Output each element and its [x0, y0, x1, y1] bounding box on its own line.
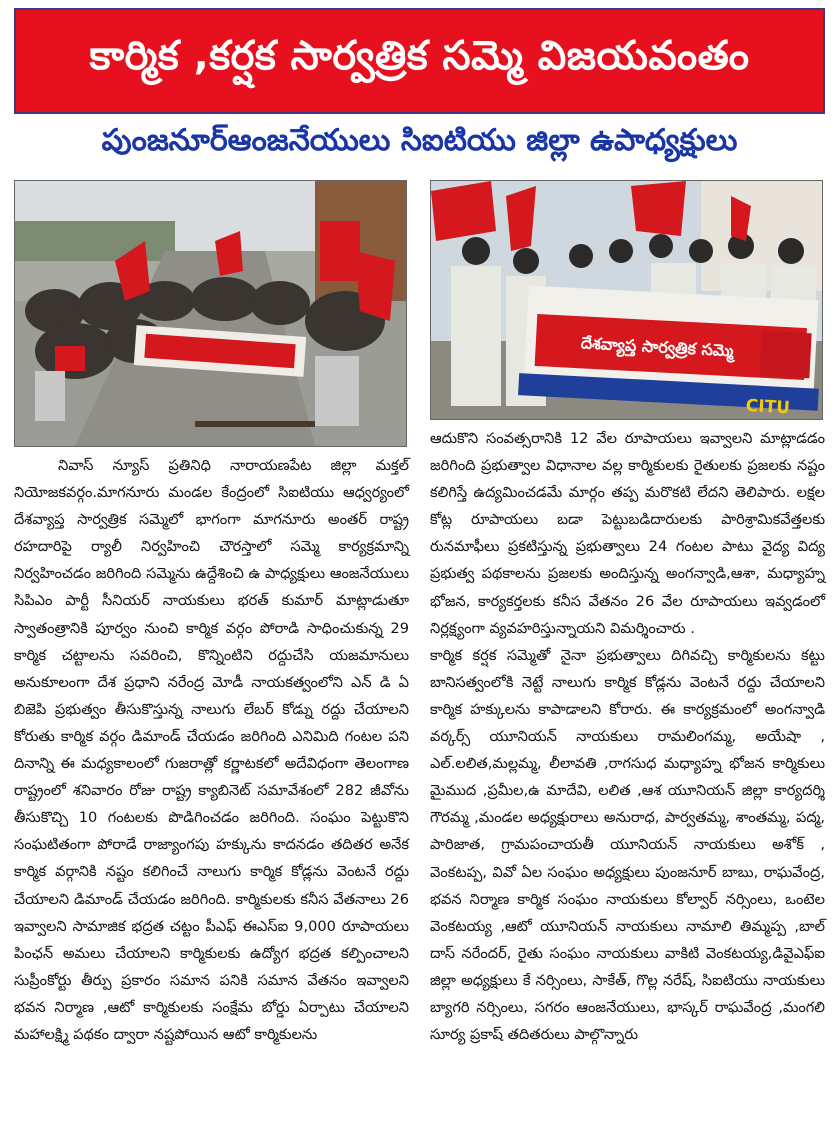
- citu-banner-photo-right-image: [431, 181, 822, 419]
- headline: కార్మిక ,కర్షక సార్వత్రిక సమ్మె విజయవంతం: [89, 33, 750, 79]
- headline-banner: [14, 8, 825, 114]
- citu-logo-text: CITU: [745, 396, 791, 419]
- photo-banner-text: దేశవ్యాప్త సార్వత్రిక సమ్మె: [580, 333, 734, 361]
- article-right-column: [430, 425, 825, 1048]
- article-paragraph-1: నివాస్ న్యూస్ ప్రతినిధి నారాయణపేట జిల్లా మక్తల్ నియోజకవర్గం.మాగనూరు మండల కేంద్రంలో సిఐటియు ఆధ్వర్యంలో దేశవ్యాప్త సార్వత్రిక సమ్మెలో భాగంగా మాగనూరు అంతర్ రాష్ట్ర రహదారిపై ర్యాలీ నిర్వహించి చౌరస్తాలో సమ్మె కార్యక్రమాన్ని నిర్వహించడం జరిగింది సమ్మెను ఉద్దేశించి ఉ పాధ్యక్షులు ఆంజనేయులు సిపిఎం పార్టీ సీనియర్ నాయకులు భరత్ కుమార్ మాట్లాడుతూ స్వాతంత్రానికి పూర్వం నుంచి కార్మిక వర్గం పోరాడి సాధించుకున్న 29 కార్మిక చట్టాలను సవరించి, కొన్నింటిని రద్దుచేసి యజమానులు అనుకూలంగా దేశ ప్రధాని నరేంద్ర మోడీ నాయకత్వంలోని ఎన్ డి ఏ బిజెపి ప్రభుత్వం తీసుకొస్తున్న నాలుగు లేబర్ కోడ్ను రద్దు చేయాలని కోరుతు కార్మిక వర్గం డిమాండ్ చేయడం జరిగింది ఎనిమిది గంటల పని దినాన్ని ఈ మధ్యకాలంలో గుజరాత్లో కర్ణాటకలో అదేవిధంగా తెలంగాణ రాష్ట్రంలో శనివారం రోజు రాష్ట్ర క్యాబినెట్ సమావేశంలో 282 జీవోను తీసుకొచ్చి 10 గంటలకు పొడిగించడం జరిగింది. సంఘం పెట్టుకొని సంఘటితంగా పోరాడే రాజ్యాంగపు హక్కును కాదనడం తదితర అనేక కార్మిక వర్గానికి నష్టం కలిగించే నాలుగు కార్మిక కోడ్లను వెంటనే రద్దు చేయాలని డిమాండ్ చేయడం జరిగింది. కార్మికులకు కనీస వేతనాలు 26 ఇవ్వాలని సామాజిక భద్రత చట్టం పీఎఫ్ ఈఎస్ఐ 9,000 రూపాయలు పింఛన్ అమలు చేయాలని కార్మికులకు ఉద్యోగ భద్రత కల్పించాలని సుప్రీంకోర్టు తీర్పు ప్రకారం సమాన పనికి సమాన వేతనం ఇవ్వాలని భవన నిర్మాణ ,ఆటో కార్మికులకు సంక్షేమ బోర్డు ఏర్పాటు చేయాలని మహాలక్ష్మి పథకం ద్వారా నష్టపోయిన ఆటో కార్మికులను: [14, 457, 409, 1043]
- subheadline: పుంజనూర్‌ఆంజనేయులు సిఐటియు జిల్లా ఉపాధ్యక్షులు: [101, 123, 738, 158]
- rally-photo-left: [14, 180, 407, 447]
- article-paragraph-2: ఆదుకొని సంవత్సరానికి 12 వేల రూపాయలు ఇవ్వాలని మాట్లాడడం జరిగింది ప్రభుత్వాల విధానాల వల్ల కార్మికులకు రైతులకు ప్రజలకు నష్టం కలిగిస్తే ఉద్యమించడమే మార్గం తప్ప మరొకటి లేదని తెలిపారు. లక్షల కోట్ల రూపాయలు బడా పెట్టుబడిదారులకు పారిశ్రామికవేత్తలకు రునమాఫీలు ప్రకటిస్తున్న ప్రభుత్వాలు 24 గంటల పాటు వైద్య విద్య ప్రభుత్వ పథకాలను ప్రజలకు అందిస్తున్న అంగన్వాడి,ఆశా, మధ్యాహ్న భోజన, కార్యకర్తలకు కనీస వేతనం 26 వేల రూపాయలు ఇవ్వడంలో నిర్లక్ష్యంగా వ్యవహరిస్తున్నాయని విమర్శించారు .: [430, 430, 825, 637]
- article-left-column: [14, 452, 409, 1048]
- citu-banner-photo-right: [430, 180, 823, 420]
- subheadline-bar: [14, 120, 825, 168]
- rally-photo-left-image: [15, 181, 406, 446]
- article-paragraph-3: కార్మిక కర్షక సమ్మెతో నైనా ప్రభుత్వాలు దిగివచ్చి కార్మికులను కట్టు బానిసత్వంలోకి నెట్టే నాలుగు కార్మిక కోడ్లను వెంటనే రద్దు చేయాలని కార్మిక హక్కులను కాపాడాలని కోరారు. ఈ కార్యక్రమంలో అంగన్వాడి వర్కర్స్ యూనియన్ నాయకులు రామలింగమ్మ, అయేషా , ఎల్.లలిత,మల్లమ్మ, లీలావతి ,రాగసుధ మధ్యాహ్న భోజన కార్మికులు మైముద ,ప్రమీల,ఉ మాదేవి, లలిత ,ఆశ యూనియన్ జిల్లా కార్యదర్శి గౌరమ్మ ,మండల అధ్యక్షురాలు అనురాధ, పార్వతమ్మ, శాంతమ్మ, పద్మ, పారిజాత, గ్రామపంచాయతీ యూనియన్ నాయకులు అశోక్ , వెంకటప్ప, వివో ఏల సంఘం అధ్యక్షులు పుంజనూర్ బాబు, రాఘవేంద్ర, భవన నిర్మాణ కార్మిక సంఘం నాయకులు కోల్వార్ నర్సింలు, ఒంటెల వెంకటయ్య ,ఆటో యూనియన్ నాయకులు నామాలి తిమ్మప్ప ,బాల్ దాస్ నరేందర్, రైతు సంఘం నాయకులు వాకిటి వెంకటయ్య,డివైఎఫ్ఐ జిల్లా అధ్యక్షులు కే నర్సింలు, సాకేత్, గొల్ల నరేష్, సిఐటియు నాయకులు బ్యాగరి నర్సింలు, సగరం ఆంజనేయులు, భాస్కర్ రాఘవేంద్ర ,మంగలి సూర్య ప్రకాష్ తదితరులు పాల్గొన్నారు: [430, 646, 825, 1044]
